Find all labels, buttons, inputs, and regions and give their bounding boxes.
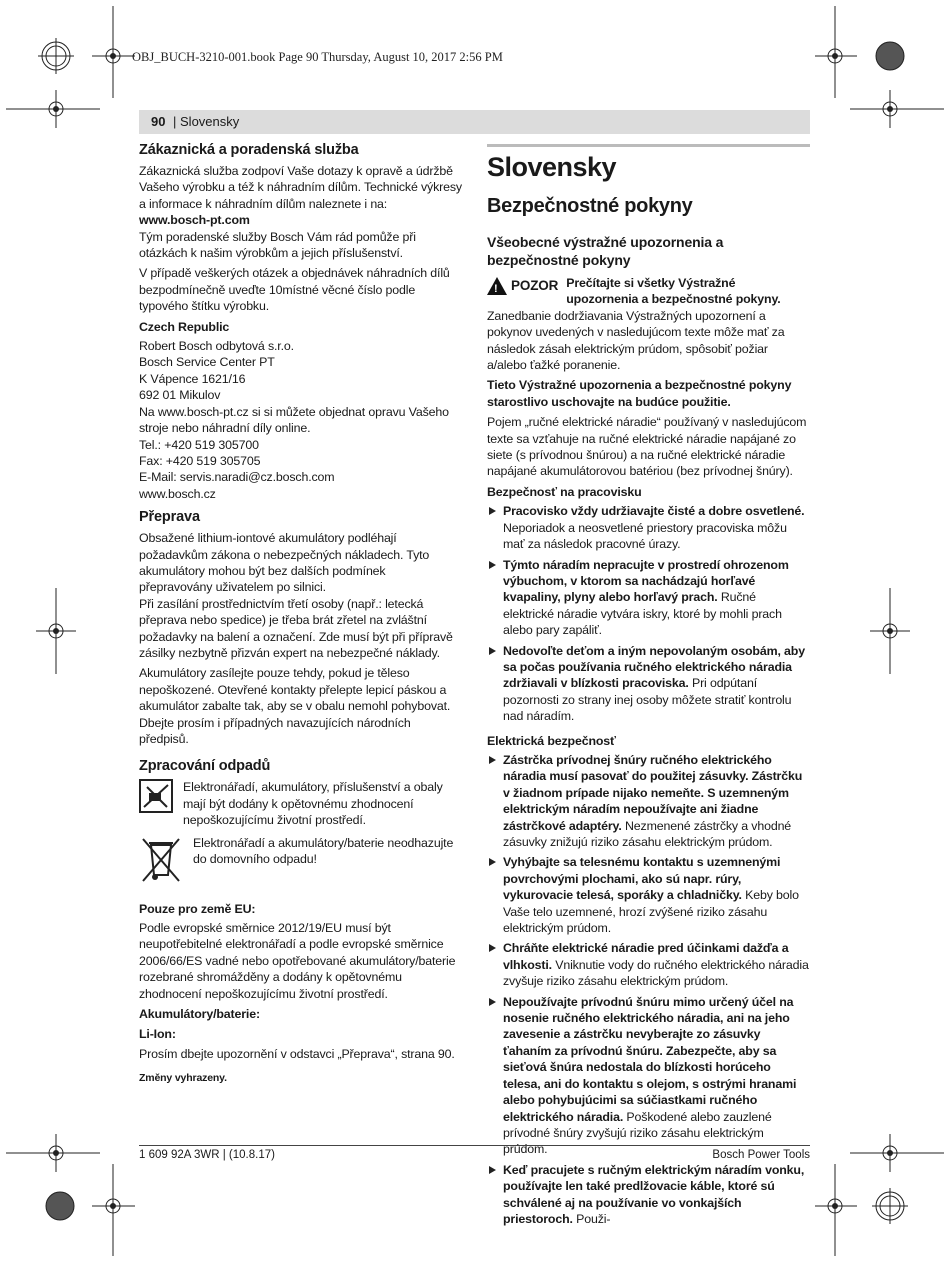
general-warnings-heading: Všeobecné výstražné upozornenia a bezpečnostné pokyny	[487, 234, 724, 268]
left-column	[139, 141, 462, 1087]
footer-code: 1 609 92A 3WR | (10.8.17)	[139, 1149, 275, 1161]
paragraph: Prosím dbejte upozornění v odstavci „Přeprava“, strana 90.	[139, 1046, 455, 1061]
paragraph: Zákaznická služba zodpoví Vaše dotazy k opravě a údržbě Vašeho výrobku a též k náhradním dílům. Technické výkresy a informace k náhradním dílům naleznete i na: www.bosch-pt.com Tým poradenské služby Bosch Vám rád pomůže při otázkách k našim výrobkům a jejich příslušenství.	[139, 164, 462, 261]
list-item: Nedovoľte deťom a iným nepovolaným osobám, aby sa počas používania ručného elektrického náradia zdržiavali v blízkosti pracoviska. Pri odpútaní pozornosti zo strany inej osoby môžete stratiť kontrolu nad náradím.	[487, 643, 810, 725]
warning-paragraph: ! POZOR Prečítajte si všetky Výstražné upozornenia a bezpečnostné pokyny. Zanedbanie dodržiavania Výstražných upozornení a pokynov uvedených v nasledujúcom texte môže mať za následok zásah elektrickým prúdom, spôsobiť požiar a/alebo ťažké poranenie.	[487, 276, 785, 373]
keep-instructions: Tieto Výstražné upozornenia a bezpečnostné pokyny starostlivo uschovajte na budúce použitie.	[487, 378, 792, 409]
paragraph: Pojem „ručné elektrické náradie“ používaný v nasledujúcom texte sa vzťahuje na ručné elektrické náradie napájané zo siete (s prívodnou šnúrou) a na ručné elektrické náradie napájané akumulátorovou batériou (bez prívodnej šnúry).	[487, 415, 807, 479]
address-block: Robert Bosch odbytová s.r.o. Bosch Service Center PT K Vápence 1621/16 692 01 Mikulov Na www.bosch-pt.cz si si můžete objednat opravu Vašeho stroje nebo náhradní díly online. Tel.: +420 519 305700 Fax: +420 519 305705 E-Mail: servis.naradi@cz.bosch.com www.bosch.cz	[139, 339, 449, 501]
work-area-heading: Bezpečnosť na pracovisku	[487, 484, 642, 499]
disposal-heading: Zpracování odpadů	[139, 758, 271, 775]
crossed-bin-icon	[139, 835, 183, 885]
paragraph: Obsažené lithium-iontové akumulátory podléhají požadavkům zákona o nebezpečných nákladech. Tyto akumulátory mohou být bez dalších podmínek přepravovány uživatelem po silnici. Při zasílání prostřednictvím třetí osoby (např.: letecká přeprava nebo spedice) je třeba brát zřetel na zvláštní požadavky na balení a označení. Zde musí být při přípravě zásilky nezbytně přizván expert na nebezpečné náklady.	[139, 531, 453, 660]
electrical-heading: Elektrická bezpečnosť	[487, 733, 616, 748]
weee-note: Elektronářadí a akumulátory/baterie neodhazujte do domovního odpadu!	[139, 835, 462, 885]
recycling-icon	[139, 779, 173, 813]
right-column	[487, 144, 810, 1231]
safety-heading: Bezpečnostné pokyny	[487, 195, 693, 217]
list-item: Týmto náradím nepracujte v prostredí ohrozenom výbuchom, v ktorom sa nachádzajú horľavé kvapaliny, plyny alebo horľavý prach. Ručné elektrické náradie vytvára iskry, ktoré by mohli prach alebo pary zapáliť.	[487, 557, 810, 639]
list-item: Pracovisko vždy udržiavajte čisté a dobre osvetlené. Neporiadok a neosvetlené priestory pracoviska môžu mať za následok pracovné úrazy.	[487, 503, 810, 552]
language-title: Slovensky	[487, 144, 810, 183]
list-item: Vyhýbajte sa telesnému kontaktu s uzemnenými povrchovými plochami, ako sú napr. rúry, vykurovacie telesá, sporáky a chladničky. Keby bolo Vaše telo uzemnené, hrozí zvýšené riziko zásahu elektrickým prúdom.	[487, 854, 810, 936]
print-slug: OBJ_BUCH-3210-001.book Page 90 Thursday, August 10, 2017 2:56 PM	[132, 50, 503, 64]
warning-label: ! POZOR	[487, 277, 558, 295]
recycling-note: Elektronářadí, akumulátory, příslušenství a obaly mají být dodány k opětovnému zhodnocení nepoškozujícímu životní prostředí.	[139, 779, 462, 828]
paragraph: V případě veškerých otázek a objednávek náhradních dílů bezpodmínečně uveďte 10místné věcné číslo podle typového štítku výrobku.	[139, 266, 450, 314]
page-footer	[139, 1145, 810, 1161]
customer-service-heading: Zákaznická a poradenská služba	[139, 142, 359, 158]
liion-heading: Li-Ion:	[139, 1027, 176, 1042]
header-language: | Slovensky	[173, 114, 240, 129]
battery-heading: Akumulátory/baterie:	[139, 1007, 260, 1022]
list-item: Keď pracujete s ručným elektrickým náradím vonku, používajte len také predlžovacie káble, ktoré sú schválené aj na používanie vo vonkajších priestoroch. Použi-	[487, 1162, 810, 1228]
paragraph: Podle evropské směrnice 2012/19/EU musí být neupotřebitelné elektronářadí a podle evropské směrnice 2006/66/ES vadné nebo opotřebované akumulátory/baterie rozebrané shromážděny a dodány k opětovnému zhodnocení nepoškozujícímu životní prostředí.	[139, 921, 456, 1001]
warning-triangle-icon: !	[487, 277, 507, 295]
transport-heading: Přeprava	[139, 509, 200, 526]
page-number: 90	[151, 114, 166, 129]
paragraph: Akumulátory zasílejte pouze tehdy, pokud je těleso nepoškozené. Otevřené kontakty přelepte lepicí páskou a akumulátor zabalte tak, aby se v obalu nemohl pohybovat. Dbejte prosím i případných navazujících národních předpisů.	[139, 666, 451, 746]
list-item: Nepoužívajte prívodnú šnúru mimo určený účel na nosenie ručného elektrického náradia, ani na jeho zavesenie a zástrčku nevyberajte zo zásuvky ťahaním za prívodnú šnúru. Zabezpečte, aby sa sieťová šnúra nedostala do blízkosti horúceho telesa, ani do kontaktu s olejom, s ostrými hranami alebo pohybujúcimi sa súčiastkami ručného elektrického náradia. Poškodené alebo zauzlené prívodné šnúry zvyšujú riziko zásahu elektrickým prúdom.	[487, 994, 810, 1158]
country-heading: Czech Republic	[139, 319, 230, 334]
list-item: Chráňte elektrické náradie pred účinkami dažďa a vlhkosti. Vniknutie vody do ručného elektrického náradia zvyšuje riziko zásahu elektrickým prúdom.	[487, 940, 810, 989]
eu-heading: Pouze pro země EU:	[139, 901, 256, 916]
page-header	[139, 110, 810, 134]
footer-brand: Bosch Power Tools	[712, 1149, 810, 1161]
changes-note: Změny vyhrazeny.	[139, 1072, 227, 1085]
list-item: Zástrčka prívodnej šnúry ručného elektrického náradia musí pasovať do použitej zásuvky. Zástrčku v žiadnom prípade nijako nemeňte. S uzemneným elektrickým náradím nepoužívajte ani žiadne zástrčkové adaptéry. Nezmenené zástrčky a vhodné zásuvky znižujú riziko zásahu elektrickým prúdom.	[487, 752, 810, 850]
